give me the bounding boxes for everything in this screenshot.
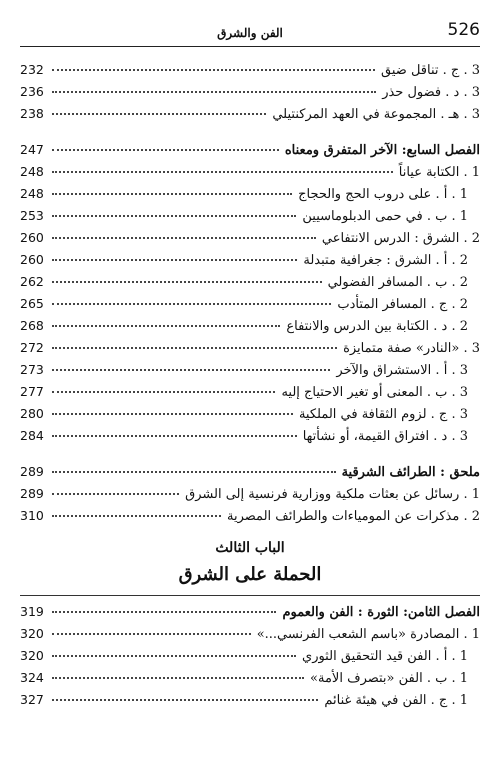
- dot-leader: [52, 493, 179, 495]
- toc-entry[interactable]: [20, 274, 480, 296]
- toc-entry-page: 324: [20, 670, 44, 685]
- toc-entry-label: 2 . أ . الشرق : جغرافية متبدلة: [303, 253, 468, 268]
- toc-entry[interactable]: [20, 230, 480, 252]
- toc-entry-label: 1 . ب . في حمى الدبلوماسيين: [302, 209, 468, 224]
- toc-entry-label: 1 . رسائل عن بعثات ملكية ووزارية فرنسية إلى الشرق: [185, 487, 480, 502]
- toc-entry-page: 253: [20, 208, 44, 223]
- toc-entry-label: 1 . ج . الفن في هيئة غنائم: [324, 693, 468, 708]
- dot-leader: [52, 69, 375, 71]
- toc-entry-label: 3 . د . فضول حذر: [382, 85, 480, 100]
- toc-entry-page: 289: [20, 464, 44, 479]
- page-header: [20, 20, 480, 47]
- part-title: الحملة على الشرق: [178, 564, 322, 585]
- toc-entry-label: 2 . د . الكتابة بين الدرس والانتفاع: [286, 319, 468, 334]
- dot-leader: [52, 471, 336, 473]
- toc-entry-page: 320: [20, 648, 44, 663]
- toc-entry-label: 1 . أ . على دروب الحج والحجاج: [298, 187, 468, 202]
- dot-leader: [52, 281, 322, 283]
- toc-entry[interactable]: [20, 296, 480, 318]
- dot-leader: [52, 369, 330, 371]
- toc-entry-page: 277: [20, 384, 44, 399]
- toc-entry-page: 262: [20, 274, 44, 289]
- dot-leader: [52, 149, 279, 151]
- toc-entry-page: 289: [20, 486, 44, 501]
- toc-entry[interactable]: [20, 362, 480, 384]
- toc-appendix-entry[interactable]: [20, 464, 480, 486]
- dot-leader: [52, 193, 292, 195]
- page-number: 526: [447, 20, 480, 40]
- dot-leader: [52, 677, 304, 679]
- dot-leader: [52, 303, 331, 305]
- toc-entry-label: 3 . ج . لزوم الثقافة في الملكية: [298, 407, 468, 422]
- toc-entry-label: 3 . أ . الاستشراق والآخر: [336, 363, 468, 378]
- toc-entry-label: 3 . هـ . المجموعة في العهد المركنتيلي: [272, 107, 480, 122]
- dot-leader: [52, 413, 293, 415]
- dot-leader: [52, 325, 280, 327]
- toc-entry-page: 238: [20, 106, 44, 121]
- toc-entry[interactable]: [20, 384, 480, 406]
- dot-leader: [52, 699, 318, 701]
- toc-entry[interactable]: [20, 106, 480, 128]
- toc-chapter-entry[interactable]: [20, 142, 480, 164]
- dot-leader: [52, 435, 297, 437]
- toc-entry-label: 1 . أ . الفن قيد التحقيق الثوري: [302, 649, 468, 664]
- toc-entry-page: 319: [20, 604, 44, 619]
- toc-entry[interactable]: [20, 62, 480, 84]
- running-title: الفن والشرق: [217, 26, 283, 40]
- toc-entry-label: 1 . الكتابة عياناً: [398, 165, 480, 180]
- toc-entry-label: 2 . الشرق : الدرس الانتفاعي: [321, 231, 480, 246]
- toc-entry-page: 320: [20, 626, 44, 641]
- dot-leader: [52, 611, 276, 613]
- toc-entry[interactable]: [20, 186, 480, 208]
- dot-leader: [52, 215, 296, 217]
- toc-entry-label: 2 . ج . المسافر المتأدب: [337, 297, 468, 312]
- toc-entry-page: 232: [20, 62, 44, 77]
- toc-entry[interactable]: [20, 692, 480, 714]
- appendix-title: ملحق : الطرائف الشرقية: [341, 465, 480, 480]
- toc-entry-page: 327: [20, 692, 44, 707]
- toc-entry[interactable]: [20, 486, 480, 508]
- part-label: الباب الثالث: [215, 540, 285, 556]
- toc-entry-page: 284: [20, 428, 44, 443]
- toc-entry[interactable]: [20, 626, 480, 648]
- toc-entry-page: 247: [20, 142, 44, 157]
- toc-entry[interactable]: [20, 208, 480, 230]
- toc-entry-page: 248: [20, 186, 44, 201]
- toc-entry-page: 248: [20, 164, 44, 179]
- toc-entry-label: 3 . ب . المعنى أو تغير الاحتياج إليه: [281, 385, 468, 400]
- dot-leader: [52, 171, 393, 173]
- toc-entry-page: 260: [20, 230, 44, 245]
- toc-entry[interactable]: [20, 164, 480, 186]
- chapter-title: الفصل الثامن: الثورة : الفن والعموم: [282, 605, 480, 620]
- toc-entry-page: 273: [20, 362, 44, 377]
- toc-entry-label: 1 . المصادرة «باسم الشعب الفرنسي...»: [256, 627, 480, 642]
- table-of-contents: [20, 62, 480, 714]
- toc-entry-page: 272: [20, 340, 44, 355]
- toc-entry-page: 268: [20, 318, 44, 333]
- part-divider: [20, 595, 480, 596]
- dot-leader: [52, 91, 376, 93]
- toc-entry-page: 280: [20, 406, 44, 421]
- toc-entry[interactable]: [20, 406, 480, 428]
- toc-entry-label: 1 . ب . الفن «بتصرف الأمة»: [310, 671, 468, 686]
- toc-entry[interactable]: [20, 84, 480, 106]
- dot-leader: [52, 113, 266, 115]
- toc-entry[interactable]: [20, 508, 480, 530]
- dot-leader: [52, 515, 221, 517]
- toc-entry[interactable]: [20, 648, 480, 670]
- toc-entry[interactable]: [20, 340, 480, 362]
- dot-leader: [52, 237, 316, 239]
- dot-leader: [52, 655, 296, 657]
- toc-entry[interactable]: [20, 318, 480, 340]
- chapter-title: الفصل السابع: الآخر المتفرق ومعناه: [284, 143, 480, 158]
- toc-entry[interactable]: [20, 670, 480, 692]
- toc-entry-label: 2 . ب . المسافر الفضولي: [327, 275, 468, 290]
- toc-entry-page: 265: [20, 296, 44, 311]
- toc-entry-label: 2 . مذكرات عن المومياءات والطرائف المصرية: [227, 509, 480, 524]
- toc-chapter-entry[interactable]: [20, 604, 480, 626]
- toc-entry-label: 3 . د . افتراق القيمة، أو نشأتها: [302, 429, 468, 444]
- toc-entry[interactable]: [20, 252, 480, 274]
- toc-entry-page: 310: [20, 508, 44, 523]
- toc-entry-page: 236: [20, 84, 44, 99]
- toc-entry-page: 260: [20, 252, 44, 267]
- dot-leader: [52, 391, 275, 393]
- toc-entry-label: 3 . ج . تناقل ضيق: [381, 63, 480, 78]
- dot-leader: [52, 633, 251, 635]
- toc-entry[interactable]: [20, 428, 480, 450]
- dot-leader: [52, 259, 297, 261]
- dot-leader: [52, 347, 337, 349]
- toc-entry-label: 3 . «النادر» صفة متمايزة: [343, 341, 480, 356]
